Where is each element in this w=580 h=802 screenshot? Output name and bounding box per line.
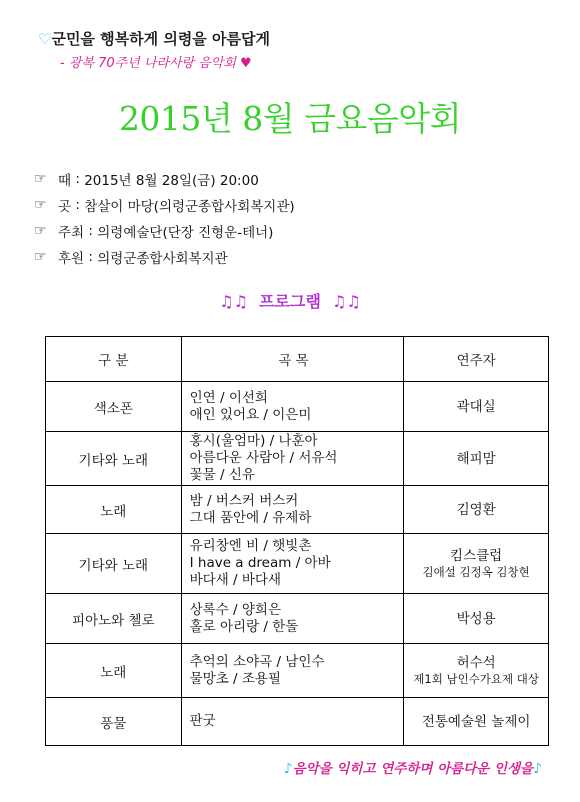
column-header-pieces: 곡 목 xyxy=(181,337,404,382)
subslogan-text: - 광복 70주년 나라사랑 음악회 xyxy=(60,56,236,71)
table-row xyxy=(46,486,549,534)
category-cell: 기타와 노래 xyxy=(46,534,182,594)
info-label: 때 xyxy=(58,173,72,189)
pointing-hand-icon: ☞ xyxy=(34,171,47,187)
table-header-row xyxy=(46,337,549,382)
subslogan xyxy=(60,52,252,71)
table-row xyxy=(46,534,549,594)
info-value: 2015년 8월 28일(금) 20:00 xyxy=(84,173,259,189)
performer-cell xyxy=(404,644,549,698)
piece: 바다새 / 바다새 xyxy=(189,572,281,588)
pieces-cell xyxy=(181,594,404,644)
info-value: 참살이 마당(의령군종합사회복지관) xyxy=(84,199,295,215)
performer-members: 김애설 김정옥 김창현 xyxy=(422,565,530,579)
table-row xyxy=(46,698,549,746)
piece: 홍시(울엄마) / 나훈아 xyxy=(189,433,318,449)
piece: 홀로 아리랑 / 한돌 xyxy=(189,618,299,635)
pieces-cell xyxy=(181,534,404,594)
pieces-cell xyxy=(181,432,404,486)
performer-cell xyxy=(404,432,549,486)
pointing-hand-icon: ☞ xyxy=(34,223,47,239)
performer-cell xyxy=(404,698,549,746)
performer-cell xyxy=(404,382,549,432)
performer-cell xyxy=(404,534,549,594)
piece: 유리창엔 비 / 햇빛촌 xyxy=(189,538,312,554)
table-row xyxy=(46,594,549,644)
pointing-hand-icon: ☞ xyxy=(34,197,47,213)
performer: 박성용 xyxy=(456,610,496,627)
pieces-cell xyxy=(181,382,404,432)
program-header xyxy=(0,289,580,312)
music-note-icon: ♫♫ xyxy=(332,292,361,311)
category-cell: 풍물 xyxy=(46,698,182,746)
category-cell: 피아노와 첼로 xyxy=(46,594,182,644)
pieces-cell xyxy=(181,486,404,534)
category-cell: 노래 xyxy=(46,644,182,698)
info-row-host: ☞ 주최 : 의령예술단(단장 진형운-테너) xyxy=(34,223,274,241)
category-cell: 노래 xyxy=(46,486,182,534)
slogan xyxy=(38,28,270,49)
info-value: 의령군종합사회복지관 xyxy=(97,251,228,267)
performer-cell xyxy=(404,486,549,534)
music-note-icon: ♪ xyxy=(283,761,293,777)
performer-cell xyxy=(404,594,549,644)
piece: 애인 있어요 / 이은미 xyxy=(189,406,312,423)
table-row xyxy=(46,644,549,698)
info-label: 후원 xyxy=(58,251,85,267)
program-table xyxy=(45,336,549,746)
piece: 추억의 소야곡 / 남인수 xyxy=(189,653,325,670)
piece: 그대 품안에 / 유제하 xyxy=(189,509,312,526)
column-header-performer: 연주자 xyxy=(404,337,549,382)
column-header-category: 구 분 xyxy=(46,337,182,382)
table-row xyxy=(46,382,549,432)
info-label: 주최 xyxy=(58,225,85,241)
performer: 곽대실 xyxy=(456,398,496,415)
performer: 전통예술원 놀제이 xyxy=(421,713,531,730)
heart-icon: ♥ xyxy=(240,56,252,71)
slogan-text: 군민을 행복하게 의령을 아름답게 xyxy=(51,30,270,48)
footer-motto xyxy=(284,757,542,777)
info-row-time: ☞ 때 : 2015년 8월 28일(금) 20:00 xyxy=(34,171,259,189)
pointing-hand-icon: ☞ xyxy=(34,249,47,265)
pieces-cell xyxy=(181,644,404,698)
performer: 해피맘 xyxy=(456,450,496,467)
table-row xyxy=(46,432,549,486)
piece: 판굿 xyxy=(189,713,216,729)
info-label: 곳 xyxy=(58,199,72,215)
info-row-place: ☞ 곳 : 참살이 마당(의령군종합사회복지관) xyxy=(34,197,295,215)
piece: 꽃물 / 신유 xyxy=(189,467,255,483)
category-cell: 색소폰 xyxy=(46,382,182,432)
piece: 인연 / 이선희 xyxy=(189,389,268,406)
footer-text: 음악을 익히고 연주하며 아름다운 인생을 xyxy=(292,761,534,777)
piece: I have a dream / 아바 xyxy=(189,555,331,571)
music-note-icon: ♫♫ xyxy=(219,292,248,311)
category-cell: 기타와 노래 xyxy=(46,432,182,486)
performer: 킴스클럽 xyxy=(450,548,503,564)
pieces-cell xyxy=(181,698,404,746)
performer: 김영환 xyxy=(456,501,496,518)
performer-award: 제1회 남인수가요제 대상 xyxy=(413,672,539,686)
info-value: 의령예술단(단장 진형운-테너) xyxy=(97,225,274,241)
program-title: 프로그램 xyxy=(259,292,321,311)
piece: 아름다운 사람아 / 서유석 xyxy=(189,450,338,466)
piece: 상록수 / 양희은 xyxy=(189,601,281,618)
event-info xyxy=(34,166,295,270)
piece: 물망초 / 조용필 xyxy=(189,670,281,687)
piece: 밤 / 버스커 버스커 xyxy=(189,492,299,509)
performer: 허수석 xyxy=(456,655,496,671)
music-note-icon: ♪ xyxy=(533,761,542,777)
heart-icon: ♡ xyxy=(38,30,52,48)
info-row-sponsor: ☞ 후원 : 의령군종합사회복지관 xyxy=(34,249,228,267)
page-title: 2015년 8월 금요음악회 xyxy=(118,99,462,138)
